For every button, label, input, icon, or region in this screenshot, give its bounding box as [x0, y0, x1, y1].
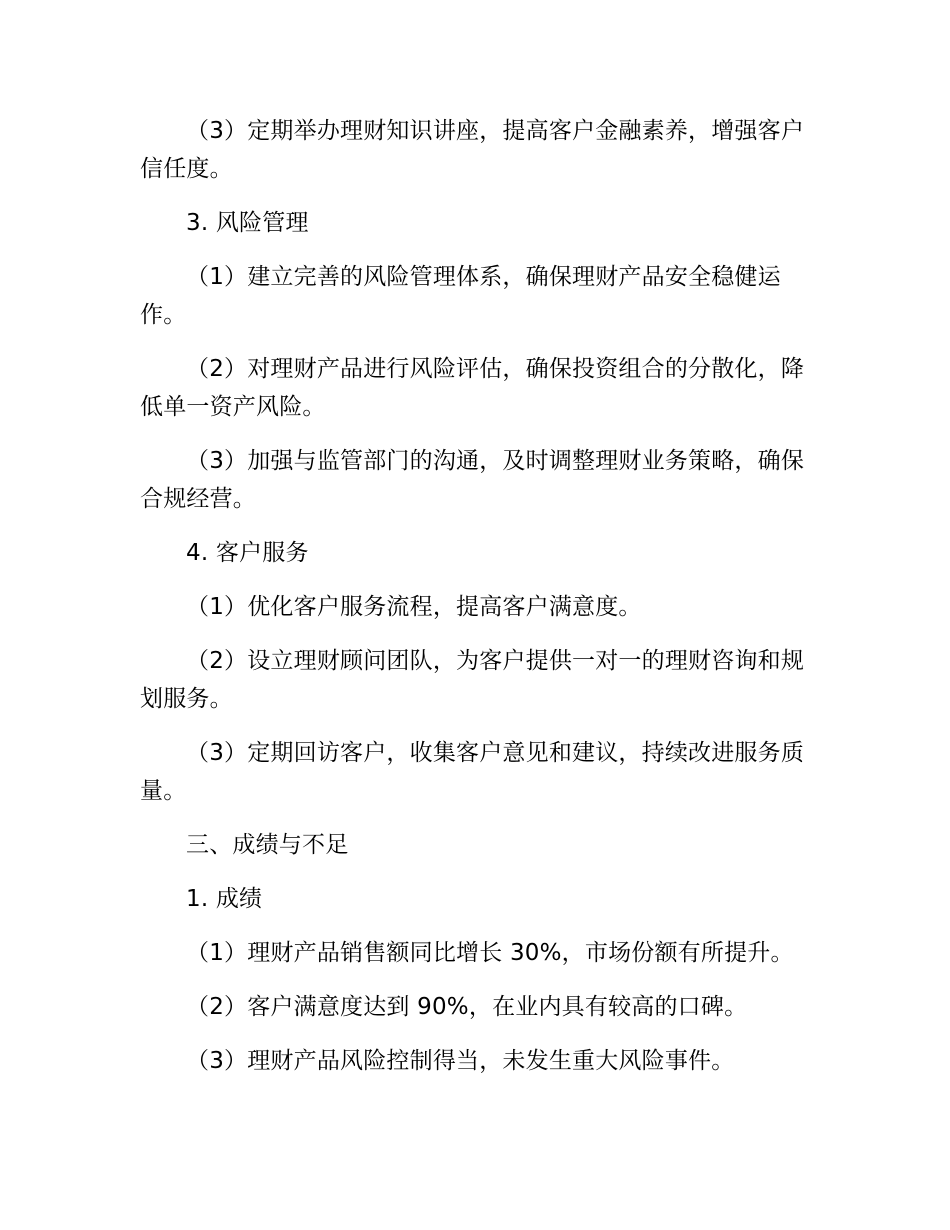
paragraph-regulatory-communication: （3）加强与监管部门的沟通，及时调整理财业务策略，确保合规经营。: [140, 448, 805, 512]
paragraph-risk-assessment: （2）对理财产品进行风险评估，确保投资组合的分散化，降低单一资产风险。: [140, 356, 805, 420]
paragraph-sales-growth: （1）理财产品销售额同比增长 30%，市场份额有所提升。: [186, 940, 794, 966]
paragraph-risk-control: （3）理财产品风险控制得当，未发生重大风险事件。: [186, 1048, 735, 1074]
heading-risk-management: 3. 风险管理: [186, 210, 309, 236]
heading-achievements: 1. 成绩: [186, 886, 263, 912]
paragraph-advisor-team: （2）设立理财顾问团队，为客户提供一对一的理财咨询和规划服务。: [140, 648, 805, 712]
paragraph-service-process: （1）优化客户服务流程，提高客户满意度。: [186, 594, 642, 620]
heading-customer-service: 4. 客户服务: [186, 540, 309, 566]
paragraph-education-seminars: （3）定期举办理财知识讲座，提高客户金融素养，增强客户信任度。: [140, 118, 805, 182]
paragraph-customer-followup: （3）定期回访客户，收集客户意见和建议，持续改进服务质量。: [140, 740, 805, 804]
paragraph-satisfaction: （2）客户满意度达到 90%，在业内具有较高的口碑。: [186, 994, 748, 1020]
document-body: [140, 112, 820, 1096]
section-heading-achievements: 三、成绩与不足: [186, 832, 349, 858]
paragraph-risk-system: （1）建立完善的风险管理体系，确保理财产品安全稳健运作。: [140, 264, 781, 328]
